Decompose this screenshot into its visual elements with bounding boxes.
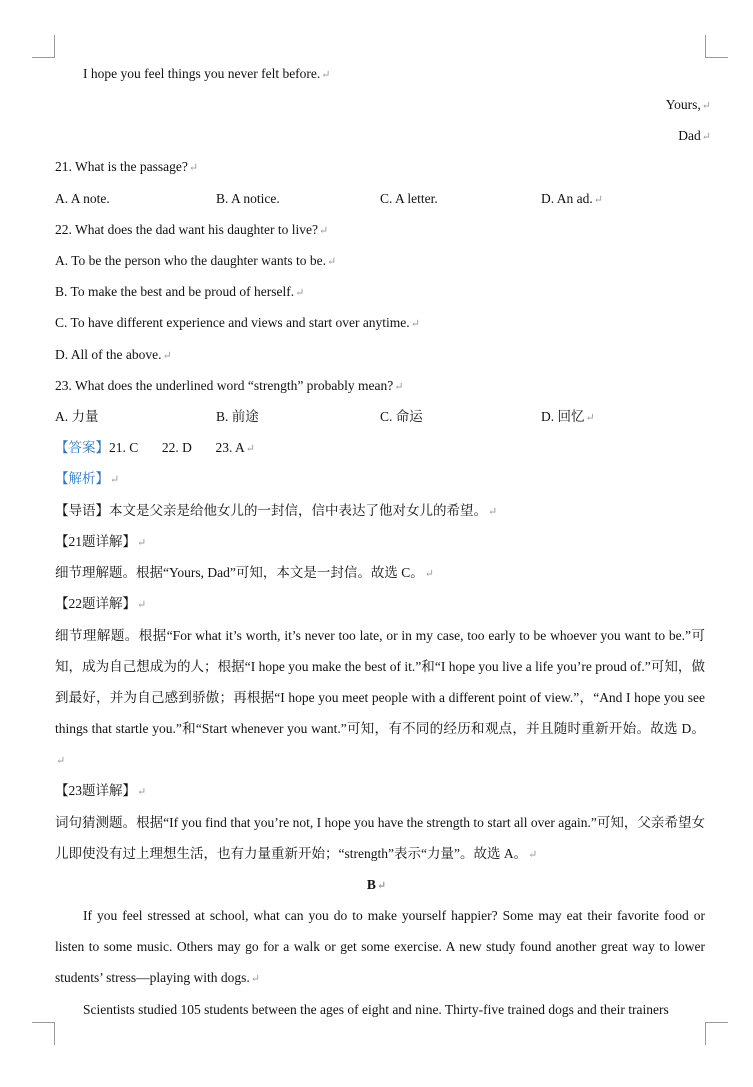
question-21-stem: 21. What is the passage?↵ xyxy=(55,159,199,174)
analysis-label-line: 【解析】↵ xyxy=(55,471,120,486)
q22-option-a: A. To be the person who the daughter wants to be.↵ xyxy=(55,253,337,268)
letter-closing-line: I hope you feel things you never felt before.↵ xyxy=(83,66,331,81)
q22-heading: 【22题详解】↵ xyxy=(55,596,147,611)
q21-option-d: D. An ad.↵ xyxy=(541,191,603,206)
answer-text: 21. C 22. D 23. A xyxy=(109,440,245,455)
q23-heading: 【23题详解】↵ xyxy=(55,783,147,798)
q23-option-a: A. 力量 xyxy=(55,409,99,424)
crop-mark-top-left xyxy=(32,35,55,58)
letter-signature: Dad↵ xyxy=(678,128,711,143)
intro-line: 【导语】本文是父亲是给他女儿的一封信，信中表达了他对女儿的希望。↵ xyxy=(55,503,498,518)
q23-explanation: 词句猜测题。根据“If you find that you’re not, I hope you have the strength to start all over again.”可知，父亲希望女儿即使没有过上理想生活，也有力量重新开始；“strength”表示“力量”。故选 A。↵ xyxy=(55,815,705,861)
q21-option-a: A. A note. xyxy=(55,191,110,206)
q23-option-b: B. 前途 xyxy=(216,409,259,424)
crop-mark-bottom-left xyxy=(32,1022,55,1045)
crop-mark-bottom-right xyxy=(705,1022,728,1045)
q21-heading: 【21题详解】↵ xyxy=(55,534,147,549)
q22-option-c: C. To have different experience and views and start over anytime.↵ xyxy=(55,315,420,330)
q21-option-c: C. A letter. xyxy=(380,191,438,206)
q23-option-c: C. 命运 xyxy=(380,409,423,424)
q23-option-d: D. 回忆↵ xyxy=(541,409,595,424)
question-22-stem: 22. What does the dad want his daughter to live?↵ xyxy=(55,222,329,237)
answer-line: 【答案】21. C 22. D 23. A↵ xyxy=(55,440,255,455)
q22-option-b: B. To make the best and be proud of herself.↵ xyxy=(55,284,305,299)
q21-option-b: B. A notice. xyxy=(216,191,280,206)
q21-explanation: 细节理解题。根据“Yours, Dad”可知，本文是一封信。故选 C。↵ xyxy=(55,565,434,580)
section-b-paragraph-2: Scientists studied 105 students between the ages of eight and nine. Thirty-five trained dogs and their trainers xyxy=(83,1002,669,1017)
letter-yours: Yours,↵ xyxy=(665,97,711,112)
crop-mark-top-right xyxy=(705,35,728,58)
section-b-title: B↵ xyxy=(366,877,387,892)
q22-option-d: D. All of the above.↵ xyxy=(55,347,172,362)
question-23-stem: 23. What does the underlined word “strength” probably mean?↵ xyxy=(55,378,404,393)
answer-label: 【答案】 xyxy=(55,440,109,455)
section-b-paragraph-1: If you feel stressed at school, what can you do to make yourself happier? Some may eat their favorite food or listen to some music. Others may go for a walk or get some exercise. A new study found another great way to lower students’ stress—playing with dogs.↵ xyxy=(55,908,705,985)
q22-explanation: 细节理解题。根据“For what it’s worth, it’s never too late, or in my case, too early to be whoever you want to be.”可知，成为自己想成为的人；根据“I hope you make the best of it.”和“I hope you live a life you’re proud of.”可知，做到最好，并为自己感到骄傲；再根据“I hope you meet people with a different point of view.”，“And I hope you see things that startle you.”和“Start whenever you want.”可知，有不同的经历和观点，并且随时重新开始。故选 D。↵ xyxy=(55,628,705,767)
